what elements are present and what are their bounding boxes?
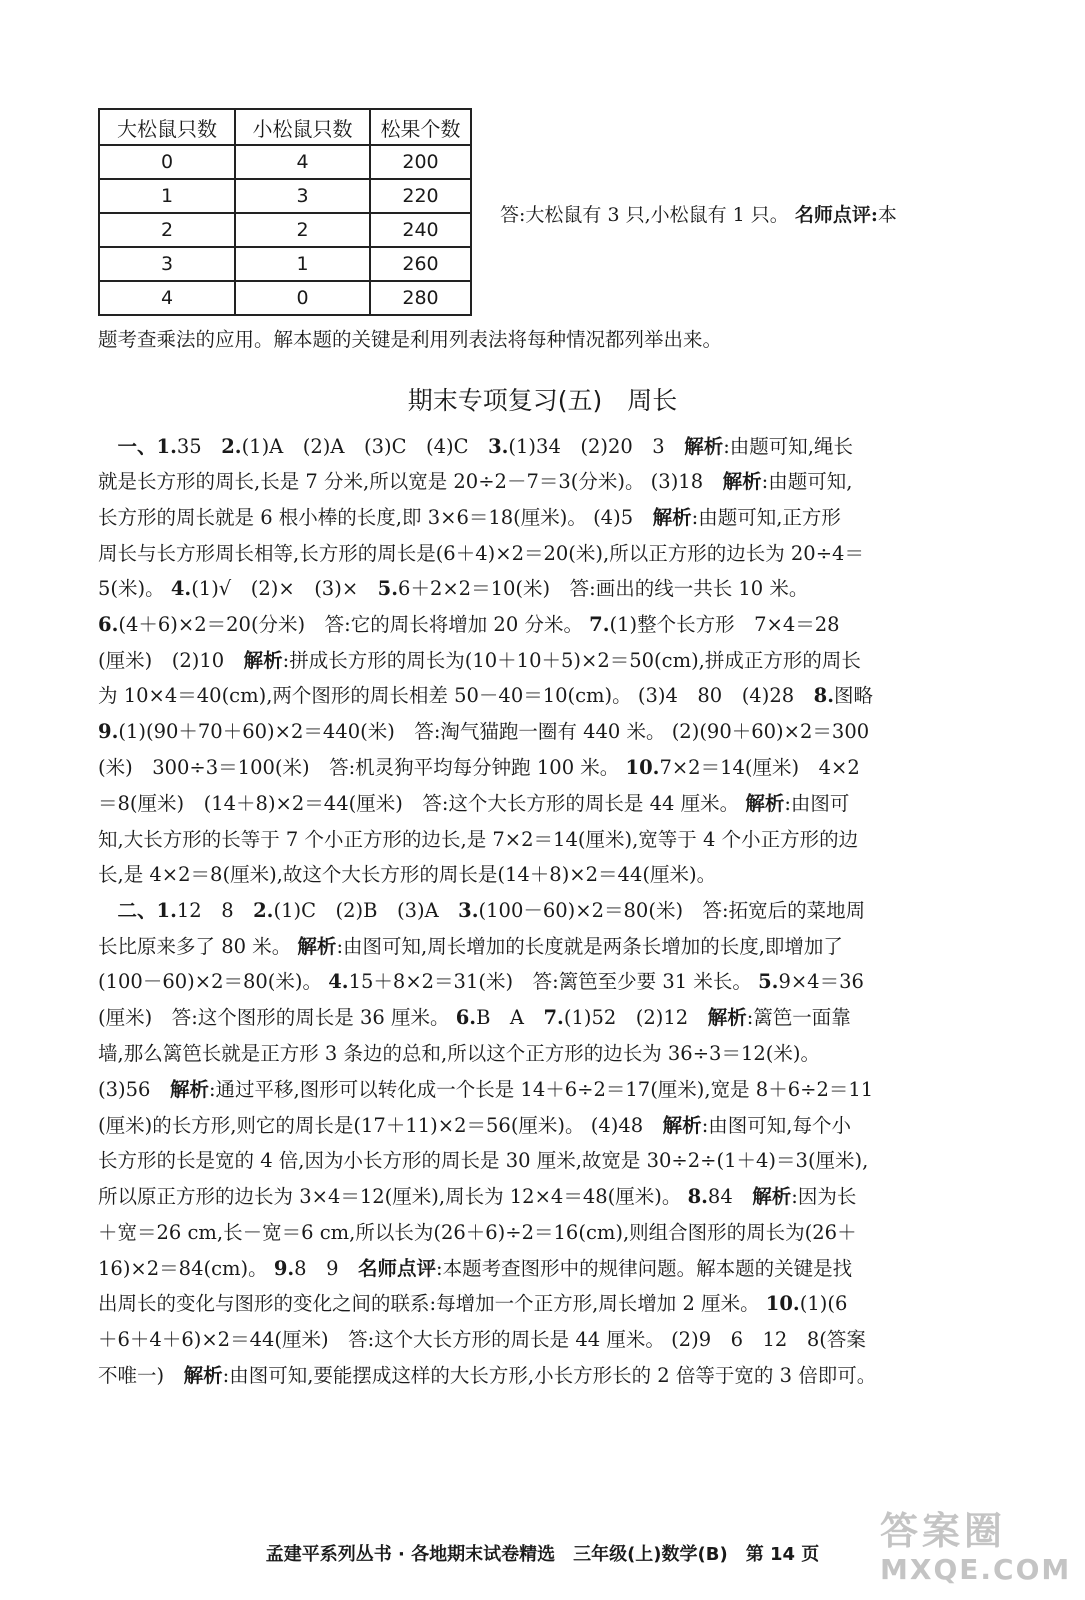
answer-line bbox=[98, 897, 988, 925]
answer-text: (1)34 (2)20 3 bbox=[508, 435, 685, 458]
answer-line bbox=[98, 826, 988, 854]
answer-line bbox=[98, 540, 988, 568]
answer-label: 8. bbox=[687, 1185, 708, 1208]
table-cell: 3 bbox=[99, 247, 235, 281]
answer-text: 9×4＝36 bbox=[778, 970, 864, 993]
squirrel-count-table bbox=[98, 108, 472, 316]
answer-line bbox=[98, 968, 988, 996]
answer-text: 长方形的周长就是 6 根小棒的长度,即 3×6＝18(厘米)。 (4)5 bbox=[98, 506, 653, 529]
table-cell: 260 bbox=[370, 247, 471, 281]
page-footer: 孟建平系列丛书 · 各地期末试卷精选 三年级(上)数学(B) 第 14 页 bbox=[265, 1544, 820, 1565]
answer-label: 解析 bbox=[652, 506, 692, 529]
count-table-container bbox=[98, 108, 472, 316]
answer-text: 墙,那么篱笆长就是正方形 3 条边的总和,所以这个正方形的边长为 36÷3＝12(米)。 bbox=[98, 1042, 820, 1065]
answer-label: 一、1. bbox=[117, 435, 177, 458]
answer-text: (厘米) (2)10 bbox=[98, 649, 244, 672]
answer-text bbox=[98, 435, 118, 458]
answer-text: 6＋2×2＝10(米) 答:画出的线一共长 10 米。 bbox=[398, 577, 809, 600]
answer-text: (100－60)×2＝80(米)。 bbox=[98, 970, 329, 993]
answer-text: (1)√ (2)× (3)× bbox=[191, 577, 378, 600]
answer-label: 解析 bbox=[684, 435, 724, 458]
answer-label: 5. bbox=[377, 577, 399, 600]
answer-label: 3. bbox=[458, 899, 479, 922]
answer-label: 解析 bbox=[707, 1006, 747, 1029]
table-cell: 240 bbox=[370, 213, 471, 247]
comment-continuation: 题考查乘法的应用。解本题的关键是利用列表法将每种情况都列举出来。 bbox=[98, 328, 723, 351]
table-cell: 1 bbox=[99, 179, 235, 213]
answer-text: 答:大松鼠有 3 只,小松鼠有 1 只。 bbox=[500, 204, 795, 226]
answer-text: 知,大长方形的长等于 7 个小正方形的边长,是 7×2＝14(厘米),宽等于 4 个小正方形的边 bbox=[98, 828, 859, 851]
answer-text: ＝8(厘米) (14＋8)×2＝44(厘米) 答:这个大长方形的周长是 44 厘米。 bbox=[98, 792, 746, 815]
answer-label: 二、1. bbox=[117, 899, 177, 922]
answer-line bbox=[98, 1255, 988, 1283]
answer-line bbox=[98, 933, 988, 961]
answer-text: 所以原正方形的边长为 3×4＝12(厘米),周长为 12×4＝48(厘米)。 bbox=[98, 1185, 688, 1208]
table-cell: 1 bbox=[235, 247, 370, 281]
answer-line bbox=[98, 1076, 988, 1104]
answer-line bbox=[98, 861, 988, 889]
table-side-answer bbox=[500, 200, 897, 227]
table-cell: 0 bbox=[99, 145, 235, 179]
answer-text: ＋宽＝26 cm,长－宽＝6 cm,所以长为(26＋6)÷2＝16(cm),则组合图形的周长为(26＋ bbox=[98, 1221, 857, 1244]
watermark-text-top: 答案圈 bbox=[880, 1509, 1007, 1553]
answer-text: (1)52 (2)12 bbox=[563, 1006, 708, 1029]
table-row bbox=[99, 145, 471, 179]
answer-label: 4. bbox=[170, 577, 192, 600]
table-row bbox=[99, 281, 471, 315]
answer-label: 7. bbox=[543, 1006, 564, 1029]
answer-label: 3. bbox=[488, 435, 509, 458]
answer-text: 5(米)。 bbox=[98, 577, 171, 600]
answer-text: :由题可知, bbox=[761, 470, 853, 493]
answer-label: 10. bbox=[765, 1292, 800, 1315]
answer-label: 6. bbox=[455, 1006, 477, 1029]
table-cell: 3 bbox=[235, 179, 370, 213]
answer-label: 解析 bbox=[243, 649, 283, 672]
table-header-row bbox=[99, 109, 471, 145]
answer-line bbox=[98, 790, 988, 818]
watermark-text-bottom: MXQE.COM bbox=[880, 1553, 1072, 1586]
comment-text-start: 本 bbox=[877, 204, 897, 226]
table-cell: 200 bbox=[370, 145, 471, 179]
answer-text: 7×2＝14(厘米) 4×2 bbox=[659, 756, 860, 779]
answer-label: 6. bbox=[98, 613, 119, 636]
answer-text: 长,是 4×2＝8(厘米),故这个大长方形的周长是(14＋8)×2＝44(厘米)。 bbox=[98, 863, 717, 886]
table-row bbox=[99, 247, 471, 281]
table-row bbox=[99, 179, 471, 213]
answer-label: 10. bbox=[625, 756, 660, 779]
answer-text: :篱笆一面靠 bbox=[746, 1006, 851, 1029]
answer-text: 8 9 bbox=[294, 1257, 358, 1280]
answer-label: 解析 bbox=[752, 1185, 792, 1208]
answer-text: :由图可知,周长增加的长度就是两条长增加的长度,即增加了 bbox=[336, 935, 843, 958]
table-cell: 2 bbox=[235, 213, 370, 247]
answer-line bbox=[98, 433, 988, 461]
answer-text: 84 bbox=[707, 1185, 753, 1208]
answer-label: 解析 bbox=[183, 1364, 223, 1387]
answer-line bbox=[98, 647, 988, 675]
answer-label: 2. bbox=[253, 899, 274, 922]
table-cell: 4 bbox=[235, 145, 370, 179]
answer-text: (米) 300÷3＝100(米) 答:机灵狗平均每分钟跑 100 米。 bbox=[98, 756, 626, 779]
comment-label: 名师点评: bbox=[794, 204, 878, 226]
answer-text: 长比原来多了 80 米。 bbox=[98, 935, 298, 958]
answer-label: 名师点评 bbox=[358, 1257, 437, 1280]
answer-label: 9. bbox=[98, 720, 119, 743]
answer-text: 16)×2＝84(cm)。 bbox=[98, 1257, 274, 1280]
answer-text: :由图可知,每个小 bbox=[701, 1114, 851, 1137]
table-header-cell: 小松鼠只数 bbox=[235, 109, 370, 145]
answer-text: :由图可 bbox=[784, 792, 850, 815]
answer-line bbox=[98, 754, 988, 782]
answer-text: (4＋6)×2＝20(分米) 答:它的周长将增加 20 分米。 bbox=[118, 613, 590, 636]
answer-text: (厘米)的长方形,则它的周长是(17＋11)×2＝56(厘米)。 (4)48 bbox=[98, 1114, 663, 1137]
answer-text: (1)(90＋70＋60)×2＝440(米) 答:淘气猫跑一圈有 440 米。 (2)(90＋60)×2＝300 bbox=[118, 720, 870, 743]
answer-line bbox=[98, 1004, 988, 1032]
answer-label: 8. bbox=[813, 684, 834, 707]
answer-text: (1)(6 bbox=[799, 1292, 848, 1315]
table-cell: 220 bbox=[370, 179, 471, 213]
answer-line bbox=[98, 1326, 988, 1354]
answer-text: (1)C (2)B (3)A bbox=[273, 899, 459, 922]
answer-label: 4. bbox=[328, 970, 349, 993]
table-cell: 2 bbox=[99, 213, 235, 247]
answer-text: 长方形的长是宽的 4 倍,因为小长方形的周长是 30 厘米,故宽是 30÷2÷(1＋4)＝3(厘米), bbox=[98, 1149, 869, 1172]
answer-text: :由题可知,绳长 bbox=[723, 435, 853, 458]
answer-text: :通过平移,图形可以转化成一个长是 14＋6÷2＝17(厘米),宽是 8＋6÷2＝11 bbox=[208, 1078, 874, 1101]
answer-text: 就是长方形的周长,长是 7 分米,所以宽是 20÷2－7＝3(分米)。 (3)18 bbox=[98, 470, 723, 493]
answer-text: :因为长 bbox=[791, 1185, 857, 1208]
answer-line bbox=[98, 1112, 988, 1140]
answer-label: 7. bbox=[589, 613, 610, 636]
answer-text: 35 bbox=[176, 435, 222, 458]
answer-label: 5. bbox=[758, 970, 779, 993]
answer-text: (1)A (2)A (3)C (4)C bbox=[241, 435, 489, 458]
answer-line bbox=[98, 504, 988, 532]
answer-label: 解析 bbox=[297, 935, 337, 958]
answer-text: 15＋8×2＝31(米) 答:篱笆至少要 31 米长。 bbox=[348, 970, 759, 993]
answer-text bbox=[98, 899, 118, 922]
answer-line bbox=[98, 1219, 988, 1247]
answer-text: (100－60)×2＝80(米) 答:拓宽后的菜地周 bbox=[478, 899, 866, 922]
table-cell: 280 bbox=[370, 281, 471, 315]
answer-line bbox=[98, 682, 988, 710]
section-title: 期末专项复习(五) 周长 bbox=[407, 386, 678, 415]
answer-line bbox=[98, 575, 988, 603]
answer-line bbox=[98, 1040, 988, 1068]
answer-label: 解析 bbox=[722, 470, 762, 493]
answer-label: 解析 bbox=[169, 1078, 209, 1101]
answer-line bbox=[98, 611, 988, 639]
answer-text: :本题考查图形中的规律问题。解本题的关键是找 bbox=[436, 1257, 853, 1280]
answer-text: 周长与长方形周长相等,长方形的周长是(6＋4)×2＝20(米),所以正方形的边长为 20÷4＝ bbox=[98, 542, 864, 565]
table-header-cell: 大松鼠只数 bbox=[99, 109, 235, 145]
answer-text: 不唯一) bbox=[98, 1364, 184, 1387]
answer-text: B A bbox=[476, 1006, 544, 1029]
answer-text: 为 10×4＝40(cm),两个图形的周长相差 50－40＝10(cm)。 (3)4 80 (4)28 bbox=[98, 684, 814, 707]
answer-line bbox=[98, 1183, 988, 1211]
answer-text: 出周长的变化与图形的变化之间的联系:每增加一个正方形,周长增加 2 厘米。 bbox=[98, 1292, 766, 1315]
answer-line bbox=[98, 1362, 988, 1390]
answer-text: 12 8 bbox=[176, 899, 254, 922]
answer-line bbox=[98, 718, 988, 746]
table-header-cell: 松果个数 bbox=[370, 109, 471, 145]
answer-line bbox=[98, 1147, 988, 1175]
answer-text: :拼成长方形的周长为(10＋10＋5)×2＝50(cm),拼成正方形的周长 bbox=[282, 649, 861, 672]
answer-text: ＋6＋4＋6)×2＝44(厘米) 答:这个大长方形的周长是 44 厘米。 (2)9 6 12 8(答案 bbox=[98, 1328, 866, 1351]
table-cell: 0 bbox=[235, 281, 370, 315]
answer-text: (厘米) 答:这个图形的周长是 36 厘米。 bbox=[98, 1006, 456, 1029]
answer-text: :由图可知,要能摆成这样的大长方形,小长方形长的 2 倍等于宽的 3 倍即可。 bbox=[222, 1364, 877, 1387]
table-row bbox=[99, 213, 471, 247]
answer-label: 解析 bbox=[745, 792, 785, 815]
answer-line bbox=[98, 468, 988, 496]
answer-text: (3)56 bbox=[98, 1078, 170, 1101]
answer-line bbox=[98, 1290, 988, 1318]
answer-text: (1)整个长方形 7×4＝28 bbox=[609, 613, 840, 636]
answer-label: 解析 bbox=[662, 1114, 702, 1137]
answer-text: :由题可知,正方形 bbox=[691, 506, 841, 529]
answer-label: 2. bbox=[221, 435, 242, 458]
table-cell: 4 bbox=[99, 281, 235, 315]
answer-text: 图略 bbox=[834, 684, 874, 707]
answer-label: 9. bbox=[273, 1257, 295, 1280]
watermark-logo bbox=[880, 1500, 1071, 1586]
